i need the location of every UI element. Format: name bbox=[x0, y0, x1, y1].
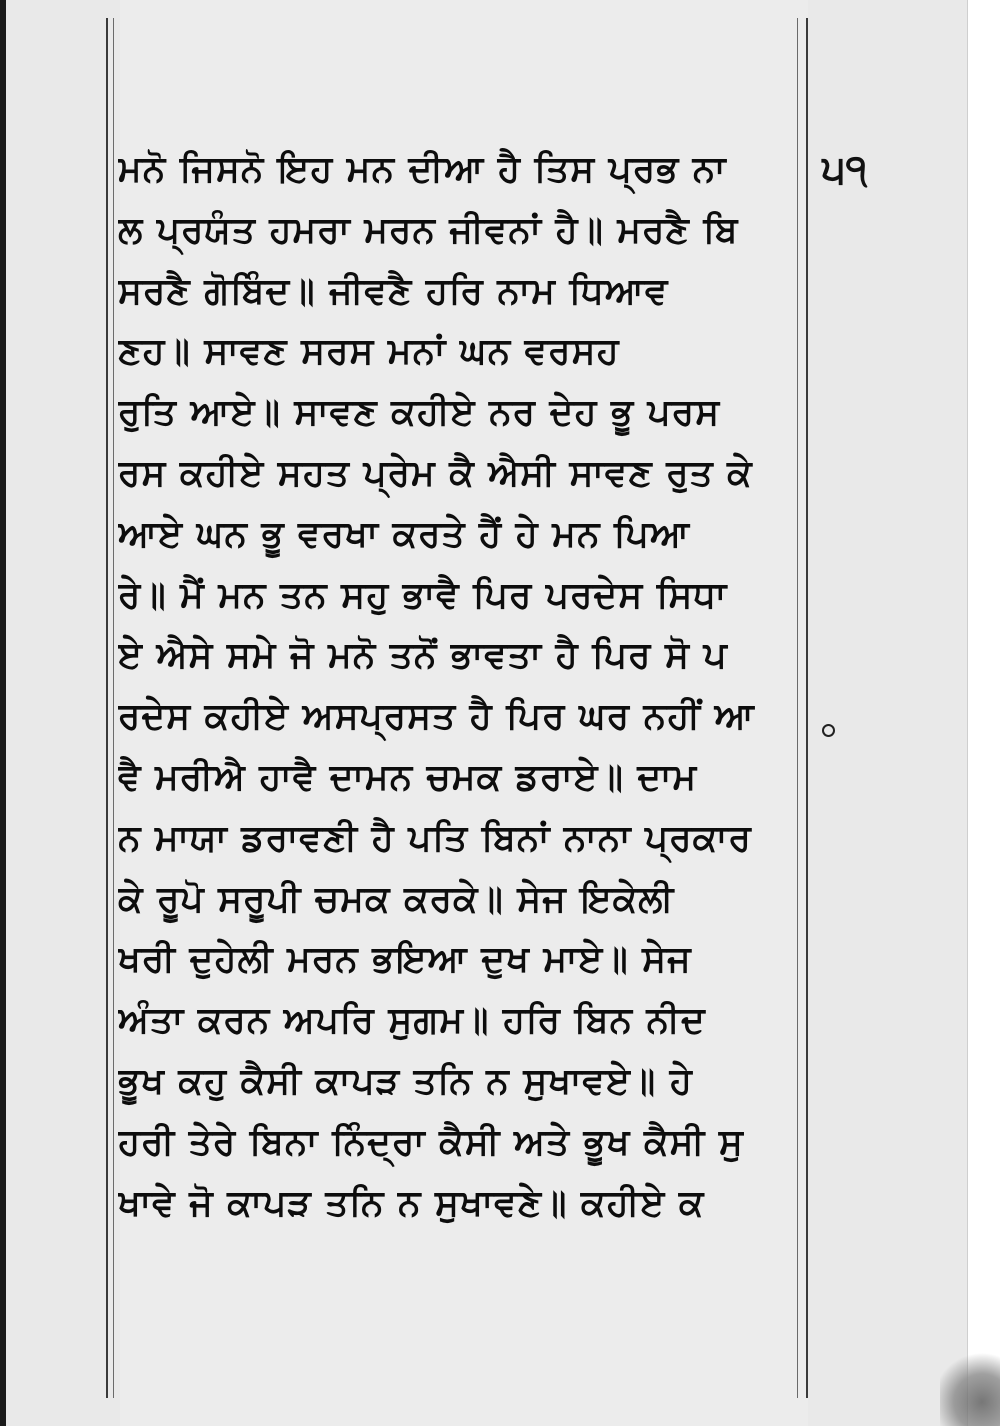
margin-circle-mark bbox=[822, 724, 835, 737]
text-line: ਣਹ॥ ਸਾਵਣ ਸਰਸ ਮਨਾਂ ਘਨ ਵਰਸਹ bbox=[118, 331, 620, 373]
left-rule-outer bbox=[106, 18, 108, 1398]
page-right-border bbox=[967, 0, 1000, 1426]
folio-number: ੫੧ bbox=[822, 146, 868, 193]
text-line: ਰਸ ਕਹੀਏ ਸਹਤ ਪ੍ਰੇਮ ਕੈ ਐਸੀ ਸਾਵਣ ਰੁਤ ਕੇ bbox=[118, 452, 753, 494]
right-rule-outer bbox=[806, 18, 808, 1398]
text-line: ਨ ਮਾਯਾ ਡਰਾਵਣੀ ਹੈ ਪਤਿ ਬਿਨਾਂ ਨਾਨਾ ਪ੍ਰਕਾਰ bbox=[118, 817, 752, 859]
text-line: ਮਨੋ ਜਿਸਨੋ ਇਹ ਮਨ ਦੀਆ ਹੈ ਤਿਸ ਪ੍ਰਭ ਨਾ bbox=[118, 149, 727, 190]
text-line: ਖਾਵੇ ਜੋ ਕਾਪੜ ਤਨਿ ਨ ਸੁਖਾਵਣੇ॥ ਕਹੀਏ ਕ bbox=[118, 1182, 705, 1224]
text-line: ਰੇ॥ ਮੈਂ ਮਨ ਤਨ ਸਹੁ ਭਾਵੈ ਪਿਰ ਪਰਦੇਸ ਸਿਧਾ bbox=[118, 574, 728, 616]
text-line: ਆਏ ਘਨ ਭੂ ਵਰਖਾ ਕਰਤੇ ਹੈਂ ਹੇ ਮਨ ਪਿਆ bbox=[118, 513, 690, 555]
text-line: ਵੈ ਮਰੀਐ ਹਾਵੈ ਦਾਮਨ ਚਮਕ ਡਰਾਏ॥ ਦਾਮ bbox=[118, 756, 698, 798]
text-line: ਸਰਣੈ ਗੋਬਿੰਦ॥ ਜੀਵਣੈ ਹਰਿ ਨਾਮ ਧਿਆਵ bbox=[118, 270, 669, 312]
text-line: ਭੂਖ ਕਹੁ ਕੈਸੀ ਕਾਪੜ ਤਨਿ ਨ ਸੁਖਾਵਏ॥ ਹੇ bbox=[118, 1060, 693, 1102]
page-left-border bbox=[0, 0, 6, 1426]
text-line: ਹਰੀ ਤੇਰੇ ਬਿਨਾ ਨਿੰਦ੍ਰਾ ਕੈਸੀ ਅਤੇ ਭੂਖ ਕੈਸੀ ਸੁ bbox=[118, 1121, 744, 1163]
text-line: ਕੇ ਰੂਪੋ ਸਰੂਪੀ ਚਮਕ ਕਰਕੇ॥ ਸੇਜ ਇਕੇਲੀ bbox=[118, 878, 675, 920]
manuscript-text-block bbox=[118, 140, 798, 1234]
text-line: ਏ ਐਸੇ ਸਮੇ ਜੋ ਮਨੋ ਤਨੋਂ ਭਾਵਤਾ ਹੈ ਪਿਰ ਸੋ ਪ bbox=[118, 635, 728, 677]
corner-smudge bbox=[940, 1346, 1000, 1426]
left-rule-inner bbox=[113, 18, 114, 1398]
text-line: ਅੰਤਾ ਕਰਨ ਅਪਰਿ ਸੁਗਮ॥ ਹਰਿ ਬਿਨ ਨੀਦ bbox=[118, 1000, 706, 1042]
text-line: ਲ ਪ੍ਰਯੰਤ ਹਮਰਾ ਮਰਨ ਜੀਵਨਾਂ ਹੈ॥ ਮਰਣੈ ਬਿ bbox=[118, 209, 739, 251]
text-line: ਰਦੇਸ ਕਹੀਏ ਅਸਪ੍ਰਸਤ ਹੈ ਪਿਰ ਘਰ ਨਹੀਂ ਆ bbox=[118, 696, 755, 738]
text-line: ਰੁਤਿ ਆਏ॥ ਸਾਵਣ ਕਹੀਏ ਨਰ ਦੇਹ ਭੂ ਪਰਸ bbox=[118, 392, 721, 434]
text-line: ਖਰੀ ਦੁਹੇਲੀ ਮਰਨ ਭਇਆ ਦੁਖ ਮਾਏ॥ ਸੇਜ bbox=[118, 939, 692, 981]
